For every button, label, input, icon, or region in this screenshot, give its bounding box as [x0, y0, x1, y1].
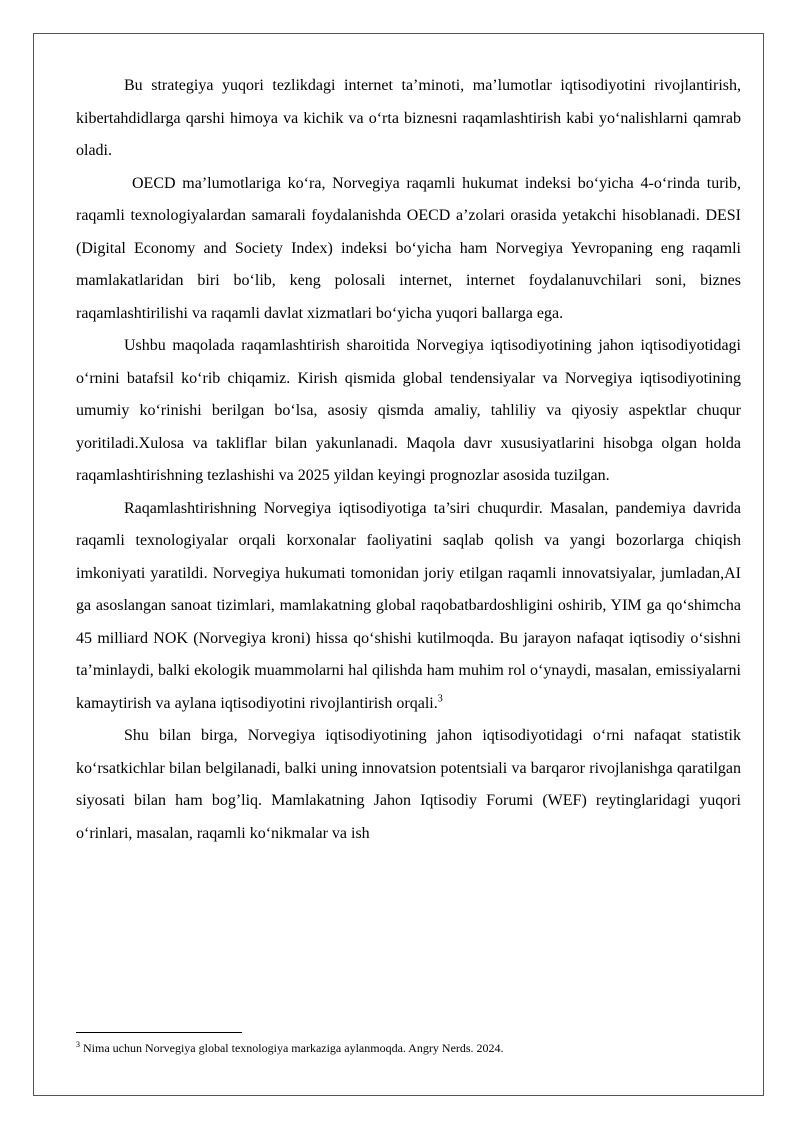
footnote-separator — [76, 1032, 242, 1033]
paragraph-3-text: Ushbu maqolada raqamlashtirish sharoitida Norvegiya iqtisodiyotining jahon iqtisodiyotidagi o‘rnini batafsil ko‘rib chiqamiz. Kirish qismida global tendensiyalar va Norvegiya iqtisodiyotining umumiy ko‘rinishi berilgan bo‘lsa, asosiy qismda amaliy, tahliliy va qiyosiy aspektlar chuqur yoritiladi.Xulosa va takliflar bilan yakunlanadi. Maqola davr xususiyatlarini hisobga olgan holda raqamlashtirishning tezlashishi va 2025 yildan keyingi prognozlar asosida tuzilgan. — [76, 337, 741, 484]
footnote — [76, 1040, 741, 1056]
paragraph-2 — [76, 168, 741, 331]
footnote-number: 3 — [76, 1040, 80, 1049]
paragraph-4-text: Raqamlashtirishning Norvegiya iqtisodiyotiga ta’siri chuqurdir. Masalan, pandemiya davrida raqamli texnologiyalar orqali korxonalar faoliyatini saqlab qolish va yangi bozorlarga chiqish imkoniyati yaratildi. Norvegiya hukumati tomonidan joriy etilgan raqamli innovatsiyalar, jumladan,AI ga asoslangan sanoat tizimlari, mamlakatning global raqobatbardoshligini oshirib, YIM ga qo‘shimcha 45 milliard NOK (Norvegiya kroni) hissa qo‘shishi kutilmoqda. Bu jarayon nafaqat iqtisodiy o‘sishni ta’minlaydi, balki ekologik muammolarni hal qilishda ham muhim rol o‘ynaydi, masalan, emissiyalarni kamaytirish va aylana iqtisodiyotini rivojlantirish orqali. — [76, 499, 741, 712]
paragraph-1 — [76, 70, 741, 168]
footnote-text: Nima uchun Norvegiya global texnologiya markaziga aylanmoqda. Angry Nerds. 2024. — [83, 1041, 504, 1055]
footnote-reference[interactable]: 3 — [437, 693, 443, 705]
paragraph-5-text: Shu bilan birga, Norvegiya iqtisodiyotining jahon iqtisodiyotidagi o‘rni nafaqat statistik ko‘rsatkichlar bilan belgilanadi, balki uning innovatsion potentsiali va barqaror rivojlanishga qaratilgan siyosati bilan ham bog’liq. Mamlakatning Jahon Iqtisodiy Forumi (WEF) reytinglaridagi yuqori o‘rinlari, masalan, raqamli ko‘nikmalar va ish — [76, 727, 741, 842]
paragraph-2-text: OECD ma’lumotlariga ko‘ra, Norvegiya raqamli hukumat indeksi bo‘yicha 4-o‘rinda turib, raqamli texnologiyalardan samarali foydalanishda OECD a’zolari orasida yetakchi hisoblanadi. DESI (Digital Economy and Society Index) indeksi bo‘yicha ham Norvegiya Yevropaning eng raqamli mamlakatlaridan biri bo‘lib, keng polosali internet, internet foydalanuvchilari soni, biznes raqamlashtirilishi va raqamli davlat xizmatlari bo‘yicha yuqori ballarga ega. — [76, 174, 741, 322]
paragraph-4 — [76, 493, 741, 721]
paragraph-5 — [76, 720, 741, 850]
paragraph-1-text: Bu strategiya yuqori tezlikdagi internet ta’minoti, ma’lumotlar iqtisodiyotini rivojlantirish, kibertahdidlarga qarshi himoya va kichik va o‘rta biznesni raqamlashtirish kabi yo‘nalishlarni qamrab oladi. — [76, 77, 741, 159]
document-body — [76, 70, 741, 850]
paragraph-3 — [76, 330, 741, 493]
